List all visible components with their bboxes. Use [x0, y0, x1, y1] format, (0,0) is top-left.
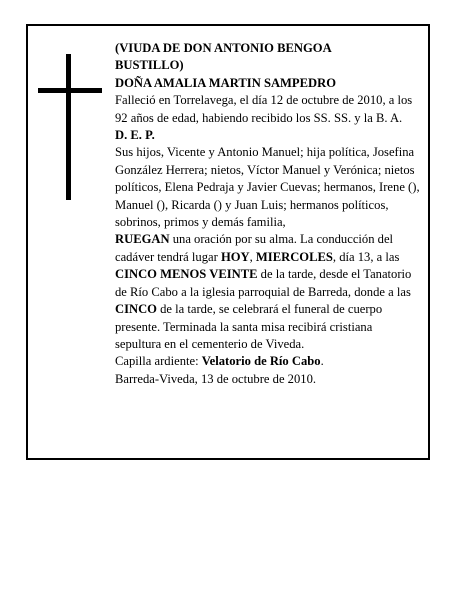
ceremony-text-3: de la tarde, desde el Tanatorio de Río Cabo a la iglesia parroquial de Barreda, donde a las: [115, 267, 412, 299]
dep-line: [115, 127, 421, 144]
chapel-label: Capilla ardiente:: [115, 354, 202, 369]
widow-of-line-2: BUSTILLO): [115, 58, 184, 73]
family-paragraph: Sus hijos, Vicente y Antonio Manuel; hija política, Josefina González Herrera; nietos, Víctor Manuel y Verónica; nietos políticos, Elena Pedraja y Javier Cuevas; hermanos, Irene (), Manuel (), Ricarda () y Juan Luis; hermanos políticos, sobrinos, primos y demás familia,: [115, 145, 420, 230]
widow-of-line: [115, 40, 421, 75]
widow-of-line-1: (VIUDA DE DON ANTONIO BENGOA: [115, 41, 332, 55]
obituary-card: [26, 24, 430, 460]
chapel-line: [115, 353, 421, 370]
chapel-end: .: [320, 354, 324, 369]
ceremony-paragraph: [115, 231, 421, 353]
departure-time: CINCO MENOS VEINTE: [115, 267, 258, 282]
ceremony-text-2: , día 13, a las: [332, 249, 400, 264]
weekday-word: MIERCOLES: [255, 249, 333, 264]
deceased-name: [115, 75, 421, 92]
hoy-word: HOY: [220, 249, 250, 264]
cross-horizontal-bar: [38, 88, 102, 93]
dep-text: D. E. P.: [115, 128, 155, 143]
ceremony-text-1: una oración por su alma. La conducción del cadáver tendrá lugar: [115, 232, 394, 264]
chapel-name: Velatorio de Río Cabo: [201, 354, 321, 369]
death-info: Falleció en Torrelavega, el día 12 de octubre de 2010, a los 92 años de edad, habiendo recibido los SS. SS. y la B. A.: [115, 93, 413, 125]
obituary-text: [115, 40, 421, 388]
cross-icon: [38, 54, 102, 200]
ceremony-text-4: de la tarde, se celebrará el funeral de cuerpo presente. Terminada la santa misa recibirá cristiana sepultura en el cementerio de Viveda.: [115, 302, 383, 351]
ruegan-word: RUEGAN: [115, 232, 170, 247]
deceased-name-text: DOÑA AMALIA MARTIN SAMPEDRO: [115, 75, 337, 90]
ceremony-separator: ,: [249, 249, 256, 264]
funeral-time: CINCO: [115, 302, 157, 317]
place-date: Barreda-Viveda, 13 de octubre de 2010.: [115, 371, 317, 386]
cross-vertical-bar: [66, 54, 71, 200]
